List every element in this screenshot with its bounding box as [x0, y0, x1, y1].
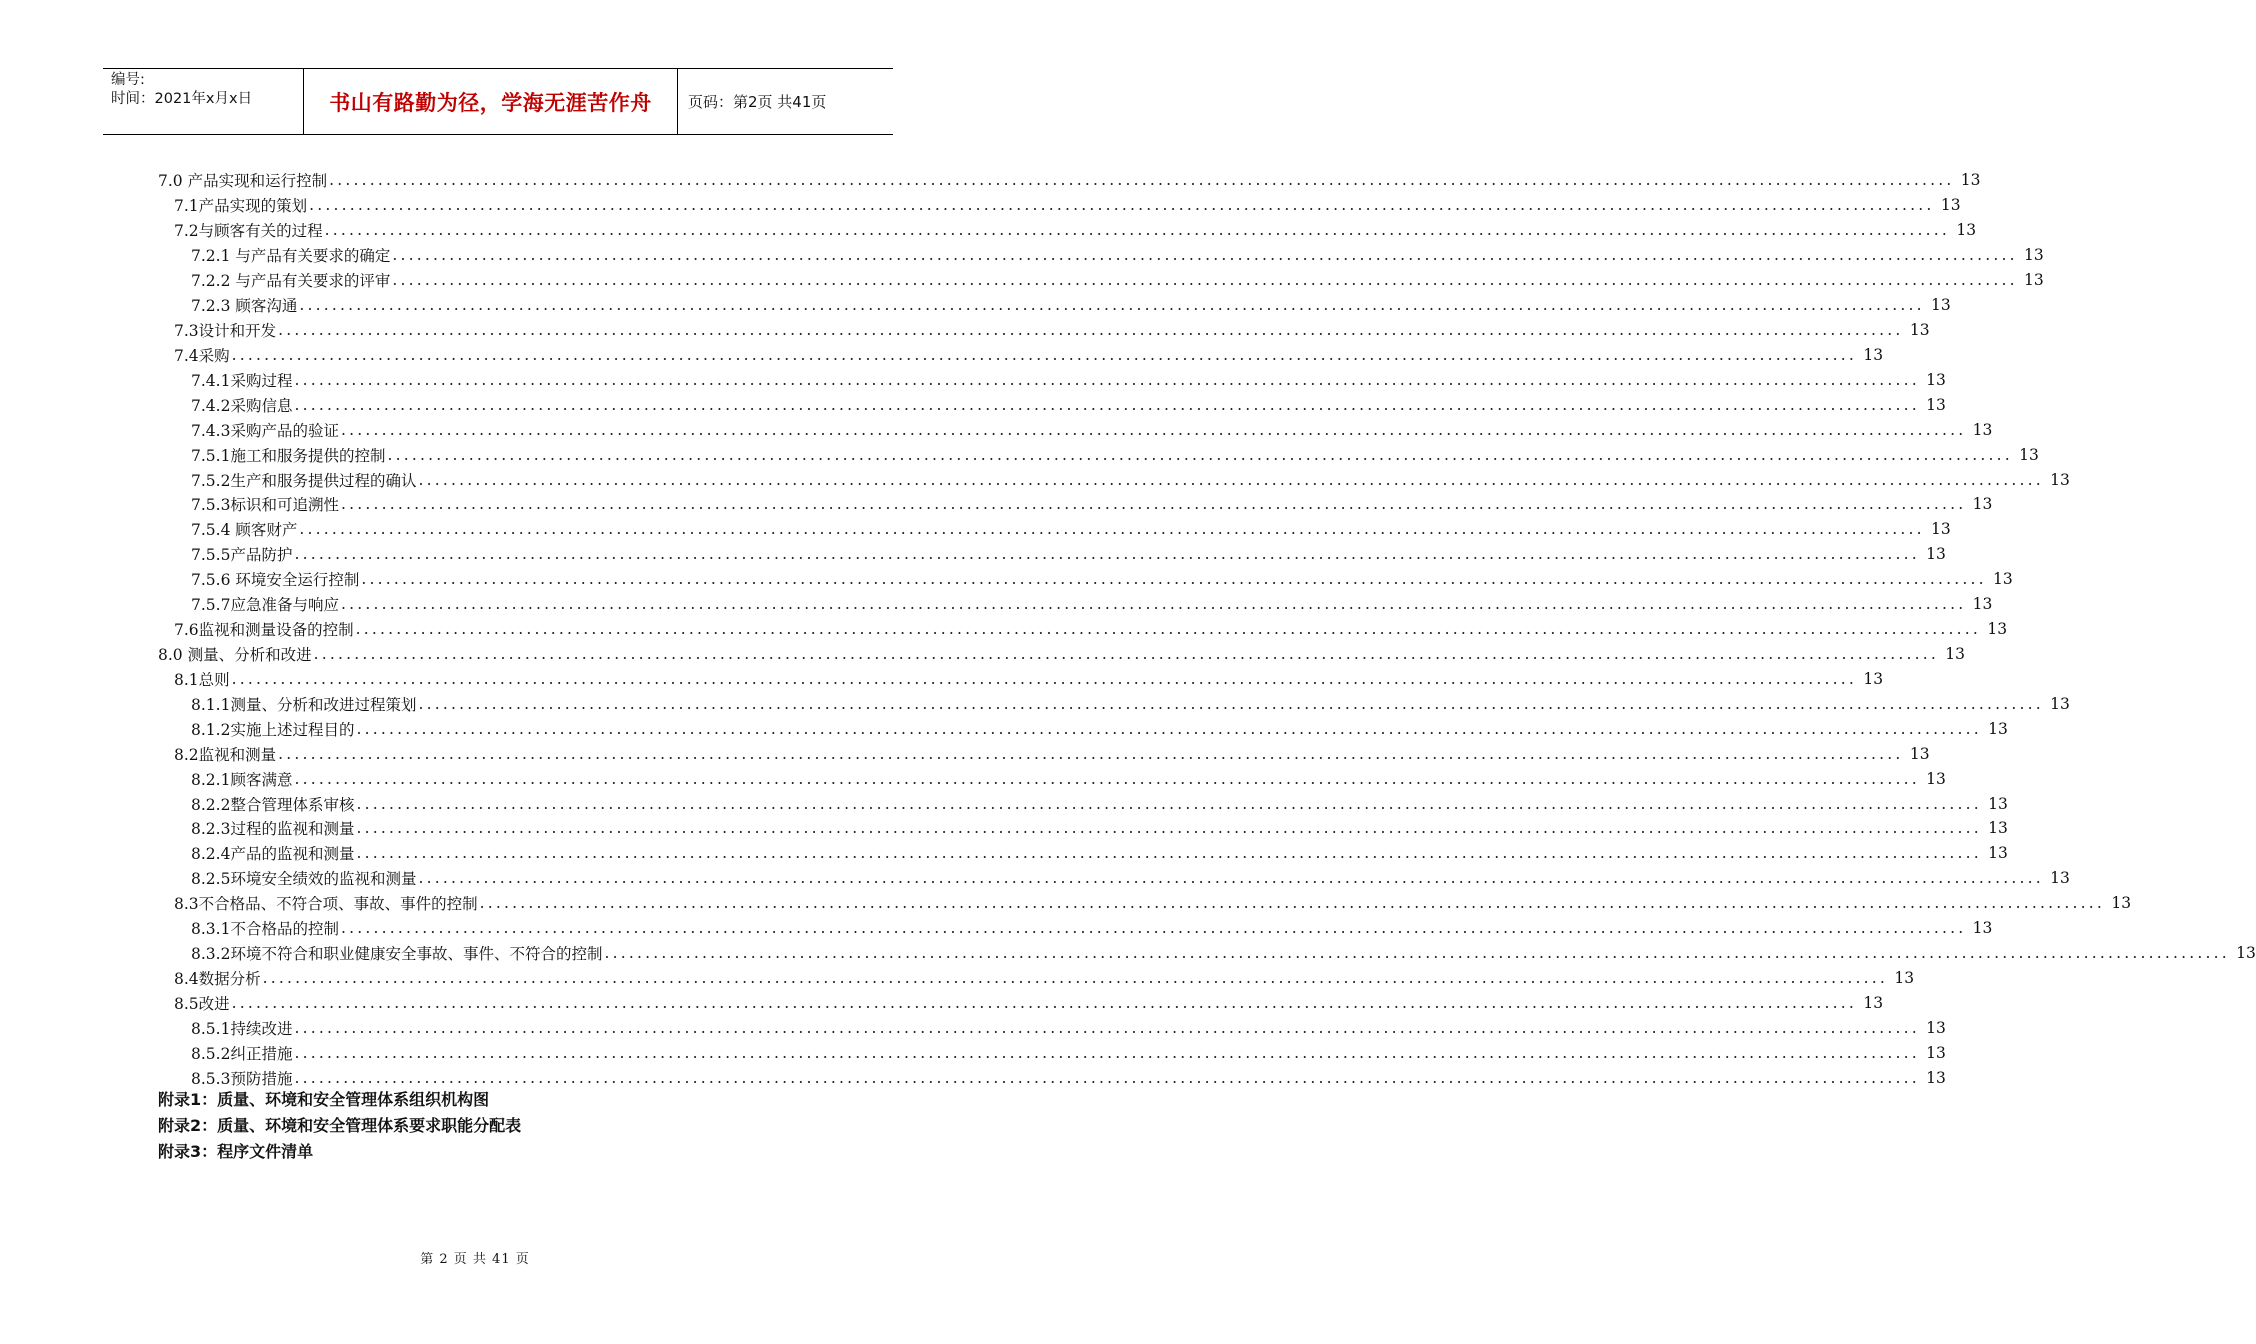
toc-dot-leader: ........................................................................................................................................................................................................: [231, 669, 1858, 688]
toc-entry[interactable]: [0, 467, 2070, 492]
toc-dot-leader: ........................................................................................................................................................................................................: [294, 370, 1920, 389]
toc-dot-leader: ........................................................................................................................................................................................................: [340, 495, 1967, 514]
toc-entry-page-number: 13: [2050, 470, 2070, 489]
toc-entry[interactable]: [0, 916, 1993, 941]
toc-dot-leader: ........................................................................................................................................................................................................: [309, 196, 1935, 215]
toc-dot-leader: ........................................................................................................................................................................................................: [418, 470, 2044, 489]
toc-entry[interactable]: [0, 193, 1961, 218]
toc-entry-page-number: 13: [1972, 919, 1993, 938]
toc-dot-leader: ........................................................................................................................................................................................................: [356, 844, 1982, 863]
toc-entry-title: 8.2.3过程的监视和测量: [191, 820, 355, 839]
toc-entry-page-number: 13: [1863, 993, 1884, 1012]
toc-entry-title: 8.5.2纠正措施: [191, 1044, 293, 1063]
toc-entry-title: 7.4.2采购信息: [191, 396, 293, 415]
toc-entry[interactable]: [0, 716, 2008, 741]
toc-entry-title: 8.5改进: [174, 994, 230, 1013]
toc-entry-title: 7.0 产品实现和运行控制: [158, 172, 328, 191]
toc-dot-leader: ........................................................................................................................................................................................................: [294, 1018, 1920, 1037]
toc-dot-leader: ........................................................................................................................................................................................................: [294, 395, 1920, 414]
toc-entry-title: 7.1产品实现的策划: [174, 197, 308, 216]
toc-dot-leader: ........................................................................................................................................................................................................: [231, 345, 1858, 364]
toc-entry[interactable]: [0, 168, 1981, 193]
toc-entry-page-number: 13: [1972, 495, 1993, 514]
toc-dot-leader: ........................................................................................................................................................................................................: [278, 744, 1904, 763]
toc-dot-leader: ........................................................................................................................................................................................................: [479, 894, 2106, 913]
toc-entry-title: 7.2与顾客有关的过程: [174, 222, 323, 241]
toc-entry-page-number: 13: [2111, 894, 2132, 913]
toc-dot-leader: ........................................................................................................................................................................................................: [356, 719, 1982, 738]
toc-entry[interactable]: [0, 542, 1946, 567]
toc-entry[interactable]: [0, 791, 2008, 816]
document-date: 时间：2021年x月x日: [111, 91, 253, 107]
toc-entry[interactable]: [0, 766, 1946, 791]
toc-dot-leader: ........................................................................................................................................................................................................: [418, 869, 2044, 888]
toc-entry-page-number: 13: [2050, 694, 2070, 713]
toc-entry[interactable]: [0, 891, 2132, 916]
toc-dot-leader: ........................................................................................................................................................................................................: [340, 919, 1967, 938]
toc-dot-leader: ........................................................................................................................................................................................................: [299, 520, 1925, 539]
toc-entry-page-number: 13: [1926, 545, 1946, 564]
toc-entry[interactable]: [0, 1040, 1946, 1065]
toc-dot-leader: ........................................................................................................................................................................................................: [418, 694, 2044, 713]
toc-entry-title: 7.5.6 环境安全运行控制: [191, 571, 360, 590]
toc-dot-leader: ........................................................................................................................................................................................................: [294, 769, 1920, 788]
toc-entry-title: 8.5.1持续改进: [191, 1019, 293, 1038]
toc-entry-page-number: 13: [1863, 345, 1884, 364]
toc-dot-leader: ........................................................................................................................................................................................................: [324, 221, 1951, 240]
toc-entry[interactable]: [0, 642, 1965, 667]
appendix-item[interactable]: 附录2：质量、环境和安全管理体系要求职能分配表: [158, 1116, 522, 1135]
toc-entry-title: 7.5.7应急准备与响应: [191, 596, 339, 615]
toc-entry-title: 7.5.2生产和服务提供过程的确认: [191, 471, 417, 490]
toc-entry-page-number: 13: [2019, 445, 2039, 464]
toc-entry[interactable]: [0, 442, 2039, 467]
toc-entry-title: 8.3.2环境不符合和职业健康安全事故、事件、不符合的控制: [191, 945, 603, 964]
toc-entry-title: 8.1总则: [174, 670, 230, 689]
toc-entry[interactable]: [0, 218, 1977, 243]
toc-entry-page-number: 13: [1926, 370, 1946, 389]
toc-entry[interactable]: [0, 691, 2070, 716]
toc-entry-page-number: 13: [1909, 320, 1930, 339]
appendix-item[interactable]: 附录1：质量、环境和安全管理体系组织机构图: [158, 1090, 490, 1109]
toc-entry-title: 8.1.2实施上述过程目的: [191, 720, 355, 739]
toc-dot-leader: ........................................................................................................................................................................................................: [313, 644, 1939, 663]
toc-entry-page-number: 13: [1926, 1043, 1946, 1062]
toc-entry[interactable]: [0, 293, 1951, 318]
toc-entry-page-number: 13: [1926, 1068, 1946, 1087]
toc-entry[interactable]: [0, 392, 1946, 417]
toc-dot-leader: ........................................................................................................................................................................................................: [387, 445, 2013, 464]
toc-dot-leader: ........................................................................................................................................................................................................: [604, 944, 2230, 963]
toc-entry[interactable]: [0, 966, 1915, 991]
toc-entry-page-number: 13: [1988, 844, 2008, 863]
toc-entry[interactable]: [0, 243, 2044, 268]
toc-entry[interactable]: [0, 741, 1930, 766]
toc-entry[interactable]: [0, 866, 2070, 891]
toc-entry[interactable]: [0, 517, 1951, 542]
toc-entry-page-number: 13: [1931, 296, 1951, 315]
toc-dot-leader: ........................................................................................................................................................................................................: [340, 595, 1967, 614]
toc-entry-page-number: 13: [1926, 395, 1946, 414]
toc-entry[interactable]: [0, 268, 2044, 293]
toc-entry-page-number: 13: [1940, 196, 1961, 215]
toc-entry-title: 8.3.1不合格品的控制: [191, 920, 339, 939]
toc-entry-title: 7.5.4 顾客财产: [191, 521, 298, 540]
toc-entry-page-number: 13: [2236, 944, 2256, 963]
toc-entry-title: 7.5.1施工和服务提供的控制: [191, 446, 386, 465]
toc-entry[interactable]: [0, 367, 1946, 392]
toc-entry-title: 7.2.1 与产品有关要求的确定: [191, 247, 391, 266]
page-header: [103, 68, 893, 135]
toc-entry-title: 7.2.2 与产品有关要求的评审: [191, 272, 391, 291]
toc-entry[interactable]: [0, 990, 1884, 1015]
toc-entry-page-number: 13: [2024, 246, 2044, 265]
toc-entry-title: 7.5.5产品防护: [191, 546, 293, 565]
toc-entry[interactable]: [0, 941, 2256, 966]
toc-entry-page-number: 13: [1988, 794, 2008, 813]
toc-entry-page-number: 13: [1972, 420, 1993, 439]
page-footer: 第 2 页 共 41 页: [420, 1252, 530, 1267]
toc-entry-title: 8.0 测量、分析和改进: [158, 645, 312, 664]
toc-entry-page-number: 13: [1926, 769, 1946, 788]
toc-dot-leader: ........................................................................................................................................................................................................: [392, 246, 2018, 265]
toc-dot-leader: ........................................................................................................................................................................................................: [340, 420, 1967, 439]
toc-dot-leader: ........................................................................................................................................................................................................: [356, 819, 1982, 838]
toc-entry[interactable]: [0, 417, 1993, 442]
toc-entry[interactable]: [0, 567, 2013, 592]
toc-entry[interactable]: [0, 1015, 1946, 1040]
toc-dot-leader: ........................................................................................................................................................................................................: [299, 296, 1925, 315]
toc-dot-leader: ........................................................................................................................................................................................................: [294, 1068, 1920, 1087]
document-number-label: 编号:: [111, 72, 145, 88]
toc-entry-page-number: 13: [1956, 221, 1977, 240]
toc-dot-leader: ........................................................................................................................................................................................................: [294, 1043, 1920, 1062]
toc-entry-page-number: 13: [1972, 595, 1993, 614]
toc-dot-leader: ........................................................................................................................................................................................................: [355, 620, 1982, 639]
header-page-info: 页码：第2页 共41页: [688, 93, 827, 111]
toc-entry-title: 7.6监视和测量设备的控制: [174, 621, 354, 640]
toc-entry-page-number: 13: [2050, 869, 2070, 888]
toc-entry-title: 7.4.1采购过程: [191, 371, 293, 390]
toc-entry[interactable]: [0, 492, 1993, 517]
toc-entry-page-number: 13: [1993, 570, 2013, 589]
toc-entry-page-number: 13: [1960, 171, 1981, 190]
toc-entry-page-number: 13: [1909, 744, 1930, 763]
toc-entry[interactable]: [0, 592, 1993, 617]
toc-entry-title: 8.2.2整合管理体系审核: [191, 795, 355, 814]
toc-dot-leader: ........................................................................................................................................................................................................: [356, 794, 1982, 813]
toc-entry-title: 7.2.3 顾客沟通: [191, 297, 298, 316]
toc-dot-leader: ........................................................................................................................................................................................................: [278, 320, 1904, 339]
toc-entry-title: 7.3设计和开发: [174, 321, 277, 340]
toc-dot-leader: ........................................................................................................................................................................................................: [294, 545, 1920, 564]
toc-entry-title: 7.4采购: [174, 346, 230, 365]
toc-entry-title: 8.2.1顾客满意: [191, 770, 293, 789]
toc-entry-title: 8.2.4产品的监视和测量: [191, 845, 355, 864]
toc-entry-title: 7.4.3采购产品的验证: [191, 421, 339, 440]
toc-entry[interactable]: [0, 318, 1930, 343]
toc-entry-page-number: 13: [1931, 520, 1951, 539]
toc-entry[interactable]: [0, 816, 2008, 841]
toc-entry-page-number: 13: [1988, 719, 2008, 738]
toc-entry[interactable]: [0, 342, 1884, 367]
toc-dot-leader: ........................................................................................................................................................................................................: [262, 968, 1889, 987]
toc-entry-title: 7.5.3标识和可追溯性: [191, 496, 339, 515]
appendix-item[interactable]: 附录3：程序文件清单: [158, 1142, 314, 1161]
toc-entry-page-number: 13: [1926, 1018, 1946, 1037]
header-motto: 书山有路勤为径，学海无涯苦作舟: [303, 69, 678, 134]
toc-entry-title: 8.2.5环境安全绩效的监视和测量: [191, 870, 417, 889]
toc-entry-page-number: 13: [1894, 968, 1915, 987]
toc-entry-title: 8.4数据分析: [174, 969, 261, 988]
toc-dot-leader: ........................................................................................................................................................................................................: [392, 271, 2018, 290]
toc-dot-leader: ........................................................................................................................................................................................................: [231, 993, 1858, 1012]
toc-entry-page-number: 13: [2024, 271, 2044, 290]
header-meta: [103, 69, 303, 134]
toc-entry[interactable]: [0, 666, 1884, 691]
toc-entry-page-number: 13: [1988, 819, 2008, 838]
table-of-contents: [0, 168, 2256, 1090]
toc-dot-leader: ........................................................................................................................................................................................................: [361, 570, 1987, 589]
toc-entry-page-number: 13: [1987, 620, 2008, 639]
toc-entry-title: 8.2监视和测量: [174, 745, 277, 764]
toc-entry[interactable]: [0, 841, 2008, 866]
toc-entry-title: 8.3不合格品、不符合项、事故、事件的控制: [174, 895, 478, 914]
toc-dot-leader: ........................................................................................................................................................................................................: [329, 171, 1955, 190]
toc-entry-title: 8.1.1测量、分析和改进过程策划: [191, 695, 417, 714]
toc-entry-page-number: 13: [1863, 669, 1884, 688]
toc-entry-page-number: 13: [1945, 644, 1965, 663]
toc-entry-title: 8.5.3预防措施: [191, 1069, 293, 1088]
toc-entry[interactable]: [0, 617, 2008, 642]
